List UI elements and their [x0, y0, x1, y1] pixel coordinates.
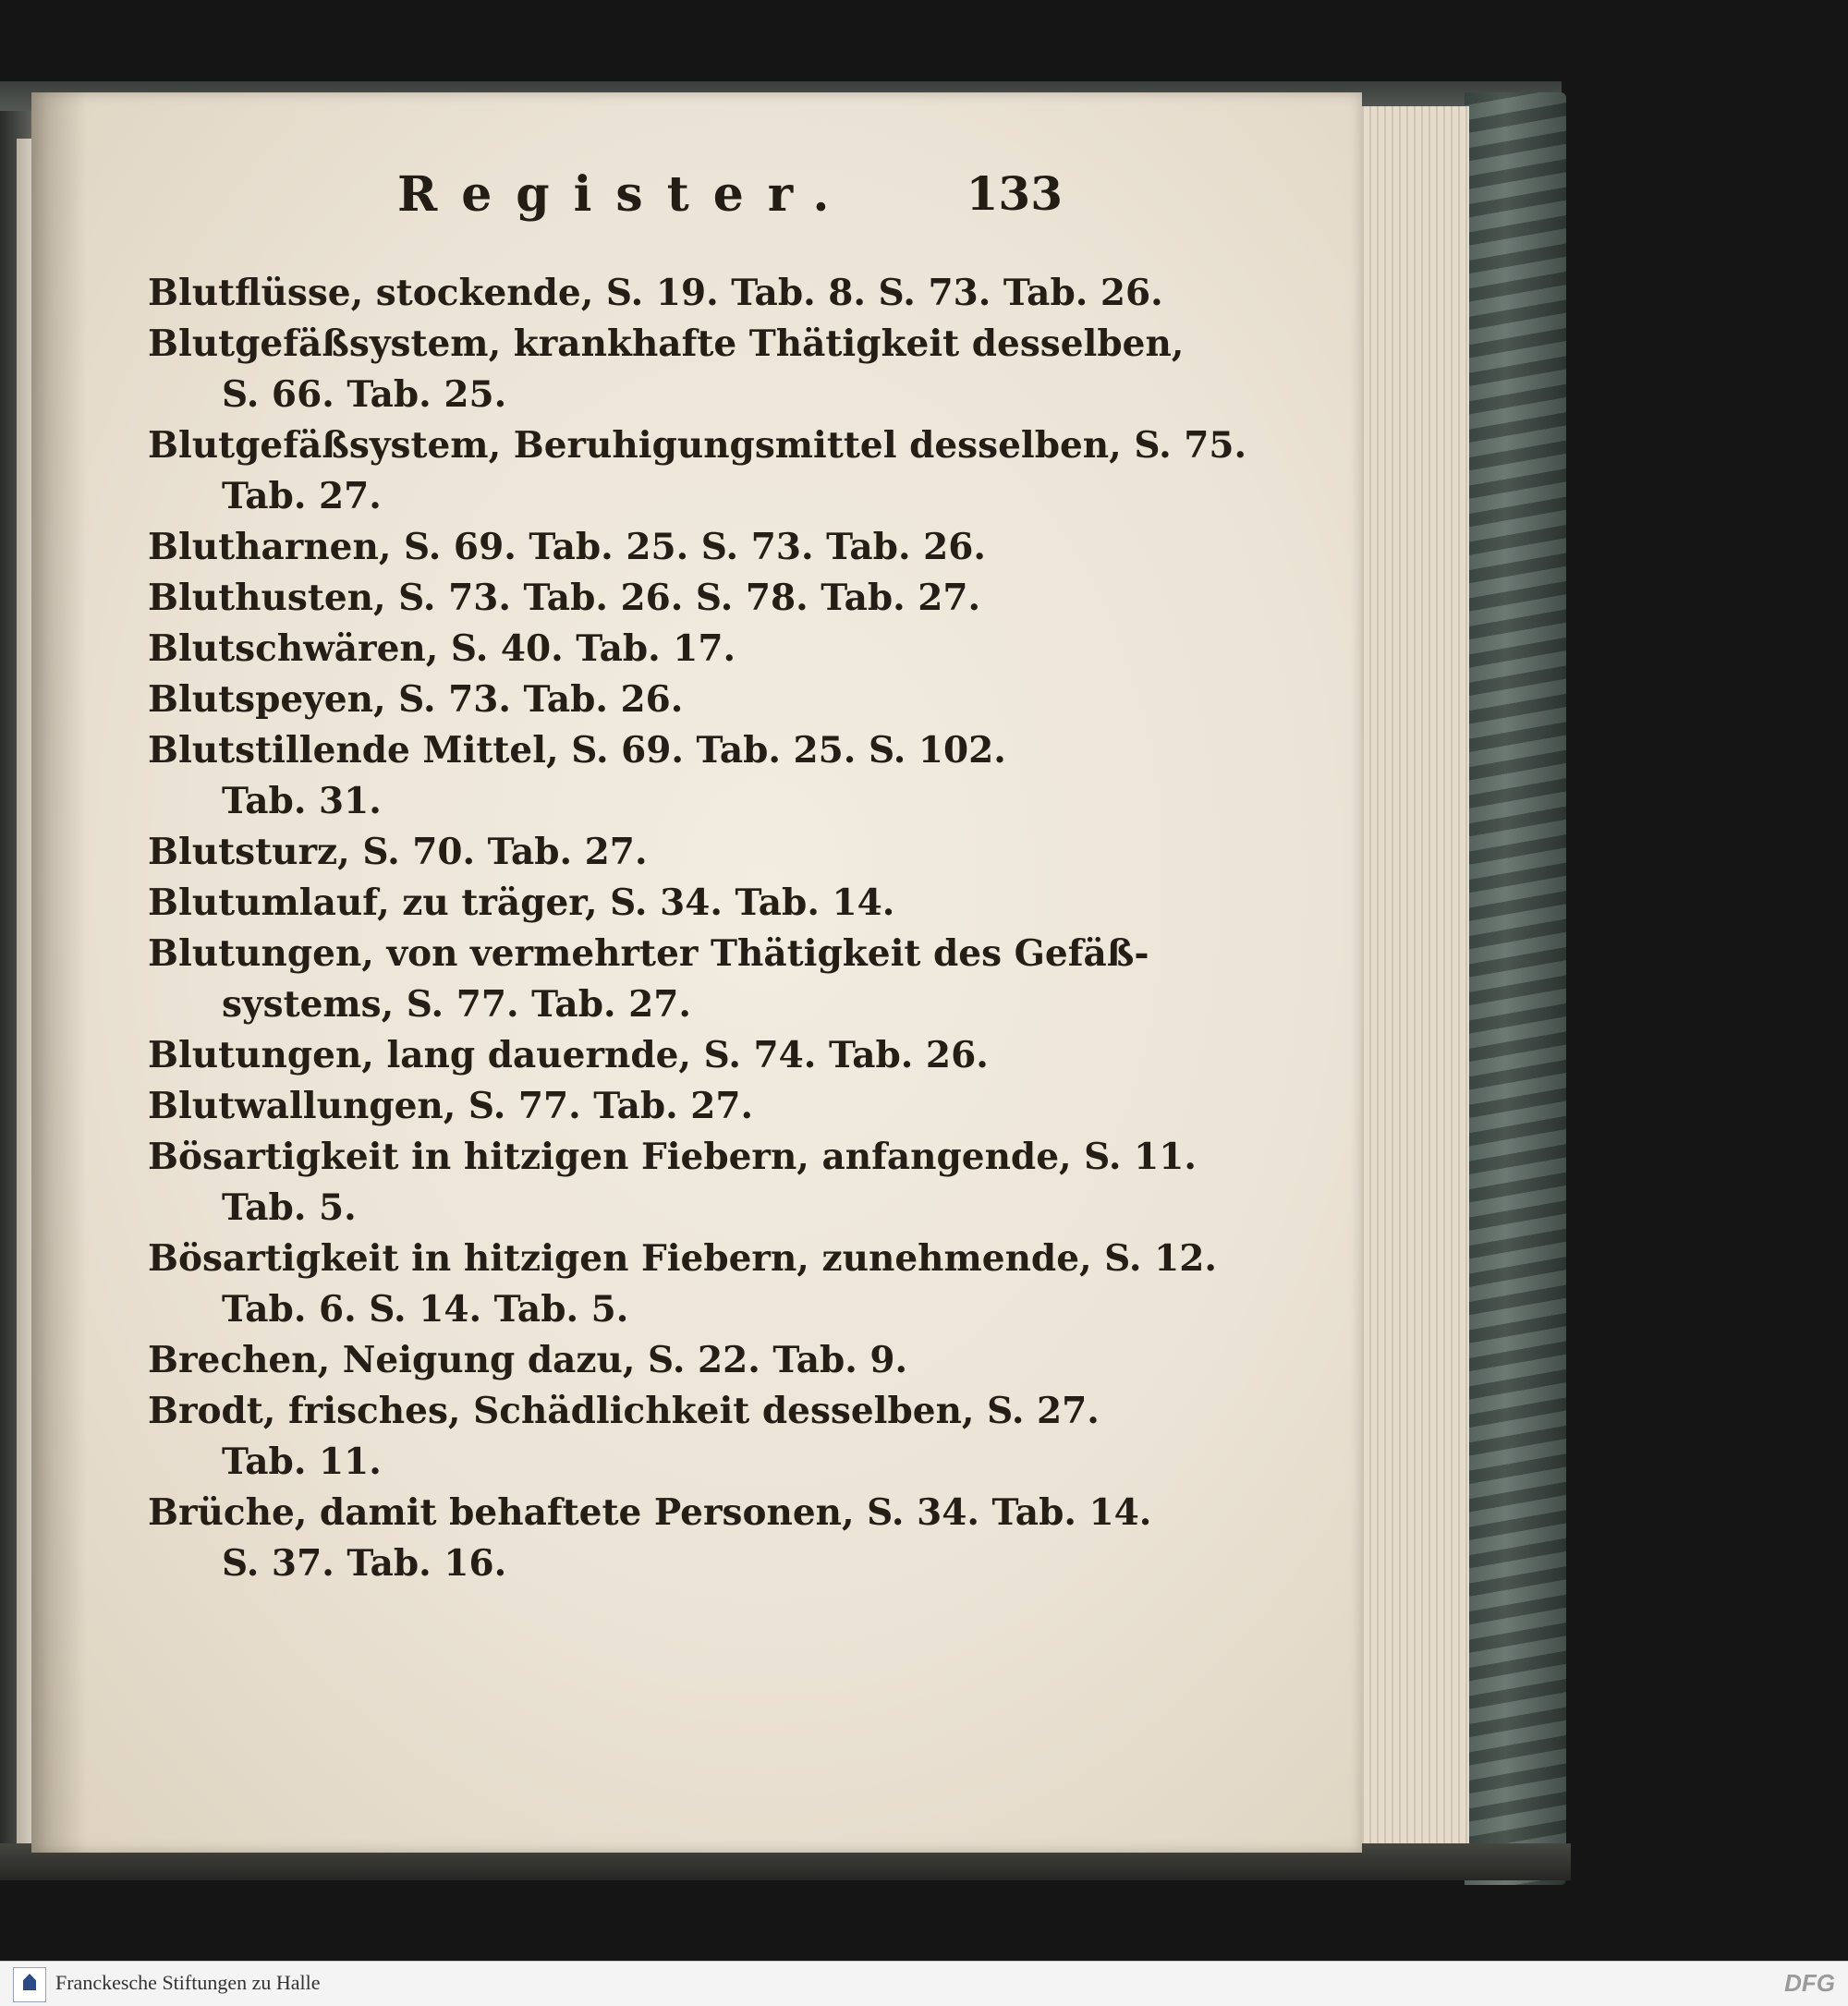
- index-line: Blutungen, lang dauernde, S. 74. Tab. 26.: [148, 1034, 989, 1076]
- index-line-continuation: Tab. 6. S. 14. Tab. 5.: [222, 1288, 629, 1331]
- house-icon: [23, 1974, 36, 1990]
- page-number: 133: [966, 166, 1063, 221]
- index-line: Blutsturz, S. 70. Tab. 27.: [148, 831, 648, 873]
- index-line: Blutharnen, S. 69. Tab. 25. S. 73. Tab. 26.: [148, 526, 986, 568]
- index-line-continuation: Tab. 11.: [222, 1441, 382, 1483]
- institution-logo-icon: [13, 1967, 46, 2002]
- index-line: Blutspeyen, S. 73. Tab. 26.: [148, 678, 684, 721]
- index-line-continuation: Tab. 5.: [222, 1186, 357, 1229]
- index-entries: [148, 268, 1247, 1589]
- page-stack-edge: [1349, 106, 1469, 1843]
- index-line: Blutschwären, S. 40. Tab. 17.: [148, 627, 736, 670]
- index-line: Blutgefäßsystem, Beruhigungsmittel desselben, S. 75.: [148, 424, 1247, 467]
- index-line: Blutwallungen, S. 77. Tab. 27.: [148, 1085, 754, 1127]
- index-line-continuation: systems, S. 77. Tab. 27.: [222, 983, 691, 1026]
- index-line: Bösartigkeit in hitzigen Fiebern, zunehmende, S. 12.: [148, 1237, 1217, 1280]
- viewer-footer: [0, 1961, 1848, 2006]
- index-line: Blutumlauf, zu träger, S. 34. Tab. 14.: [148, 881, 895, 924]
- index-line: Brüche, damit behaftete Personen, S. 34. Tab. 14.: [148, 1491, 1152, 1534]
- index-line: Blutflüsse, stockende, S. 19. Tab. 8. S. 73. Tab. 26.: [148, 272, 1163, 314]
- index-line: Bluthusten, S. 73. Tab. 26. S. 78. Tab. 27.: [148, 577, 981, 619]
- index-line: Blutstillende Mittel, S. 69. Tab. 25. S. 102.: [148, 729, 1006, 772]
- index-line-continuation: Tab. 27.: [222, 475, 382, 517]
- running-head: [397, 166, 1063, 240]
- gutter-shadow: [31, 92, 87, 1853]
- index-line-continuation: S. 66. Tab. 25.: [222, 373, 507, 416]
- index-line-continuation: Tab. 31.: [222, 780, 382, 822]
- index-line: Blutungen, von vermehrter Thätigkeit des Gefäß-: [148, 932, 1149, 975]
- index-line: Bösartigkeit in hitzigen Fiebern, anfangende, S. 11.: [148, 1136, 1197, 1178]
- index-line: Brechen, Neigung dazu, S. 22. Tab. 9.: [148, 1339, 908, 1381]
- funder-logo: DFG: [1784, 1969, 1835, 1997]
- book-cover-right: [1465, 92, 1566, 1885]
- index-line: Blutgefäßsystem, krankhafte Thätigkeit desselben,: [148, 322, 1185, 365]
- institution-name: Franckesche Stiftungen zu Halle: [55, 1971, 321, 1994]
- page-title: Register.: [397, 166, 854, 223]
- index-line: Brodt, frisches, Schädlichkeit desselben, S. 27.: [148, 1390, 1100, 1432]
- index-line-continuation: S. 37. Tab. 16.: [222, 1542, 507, 1585]
